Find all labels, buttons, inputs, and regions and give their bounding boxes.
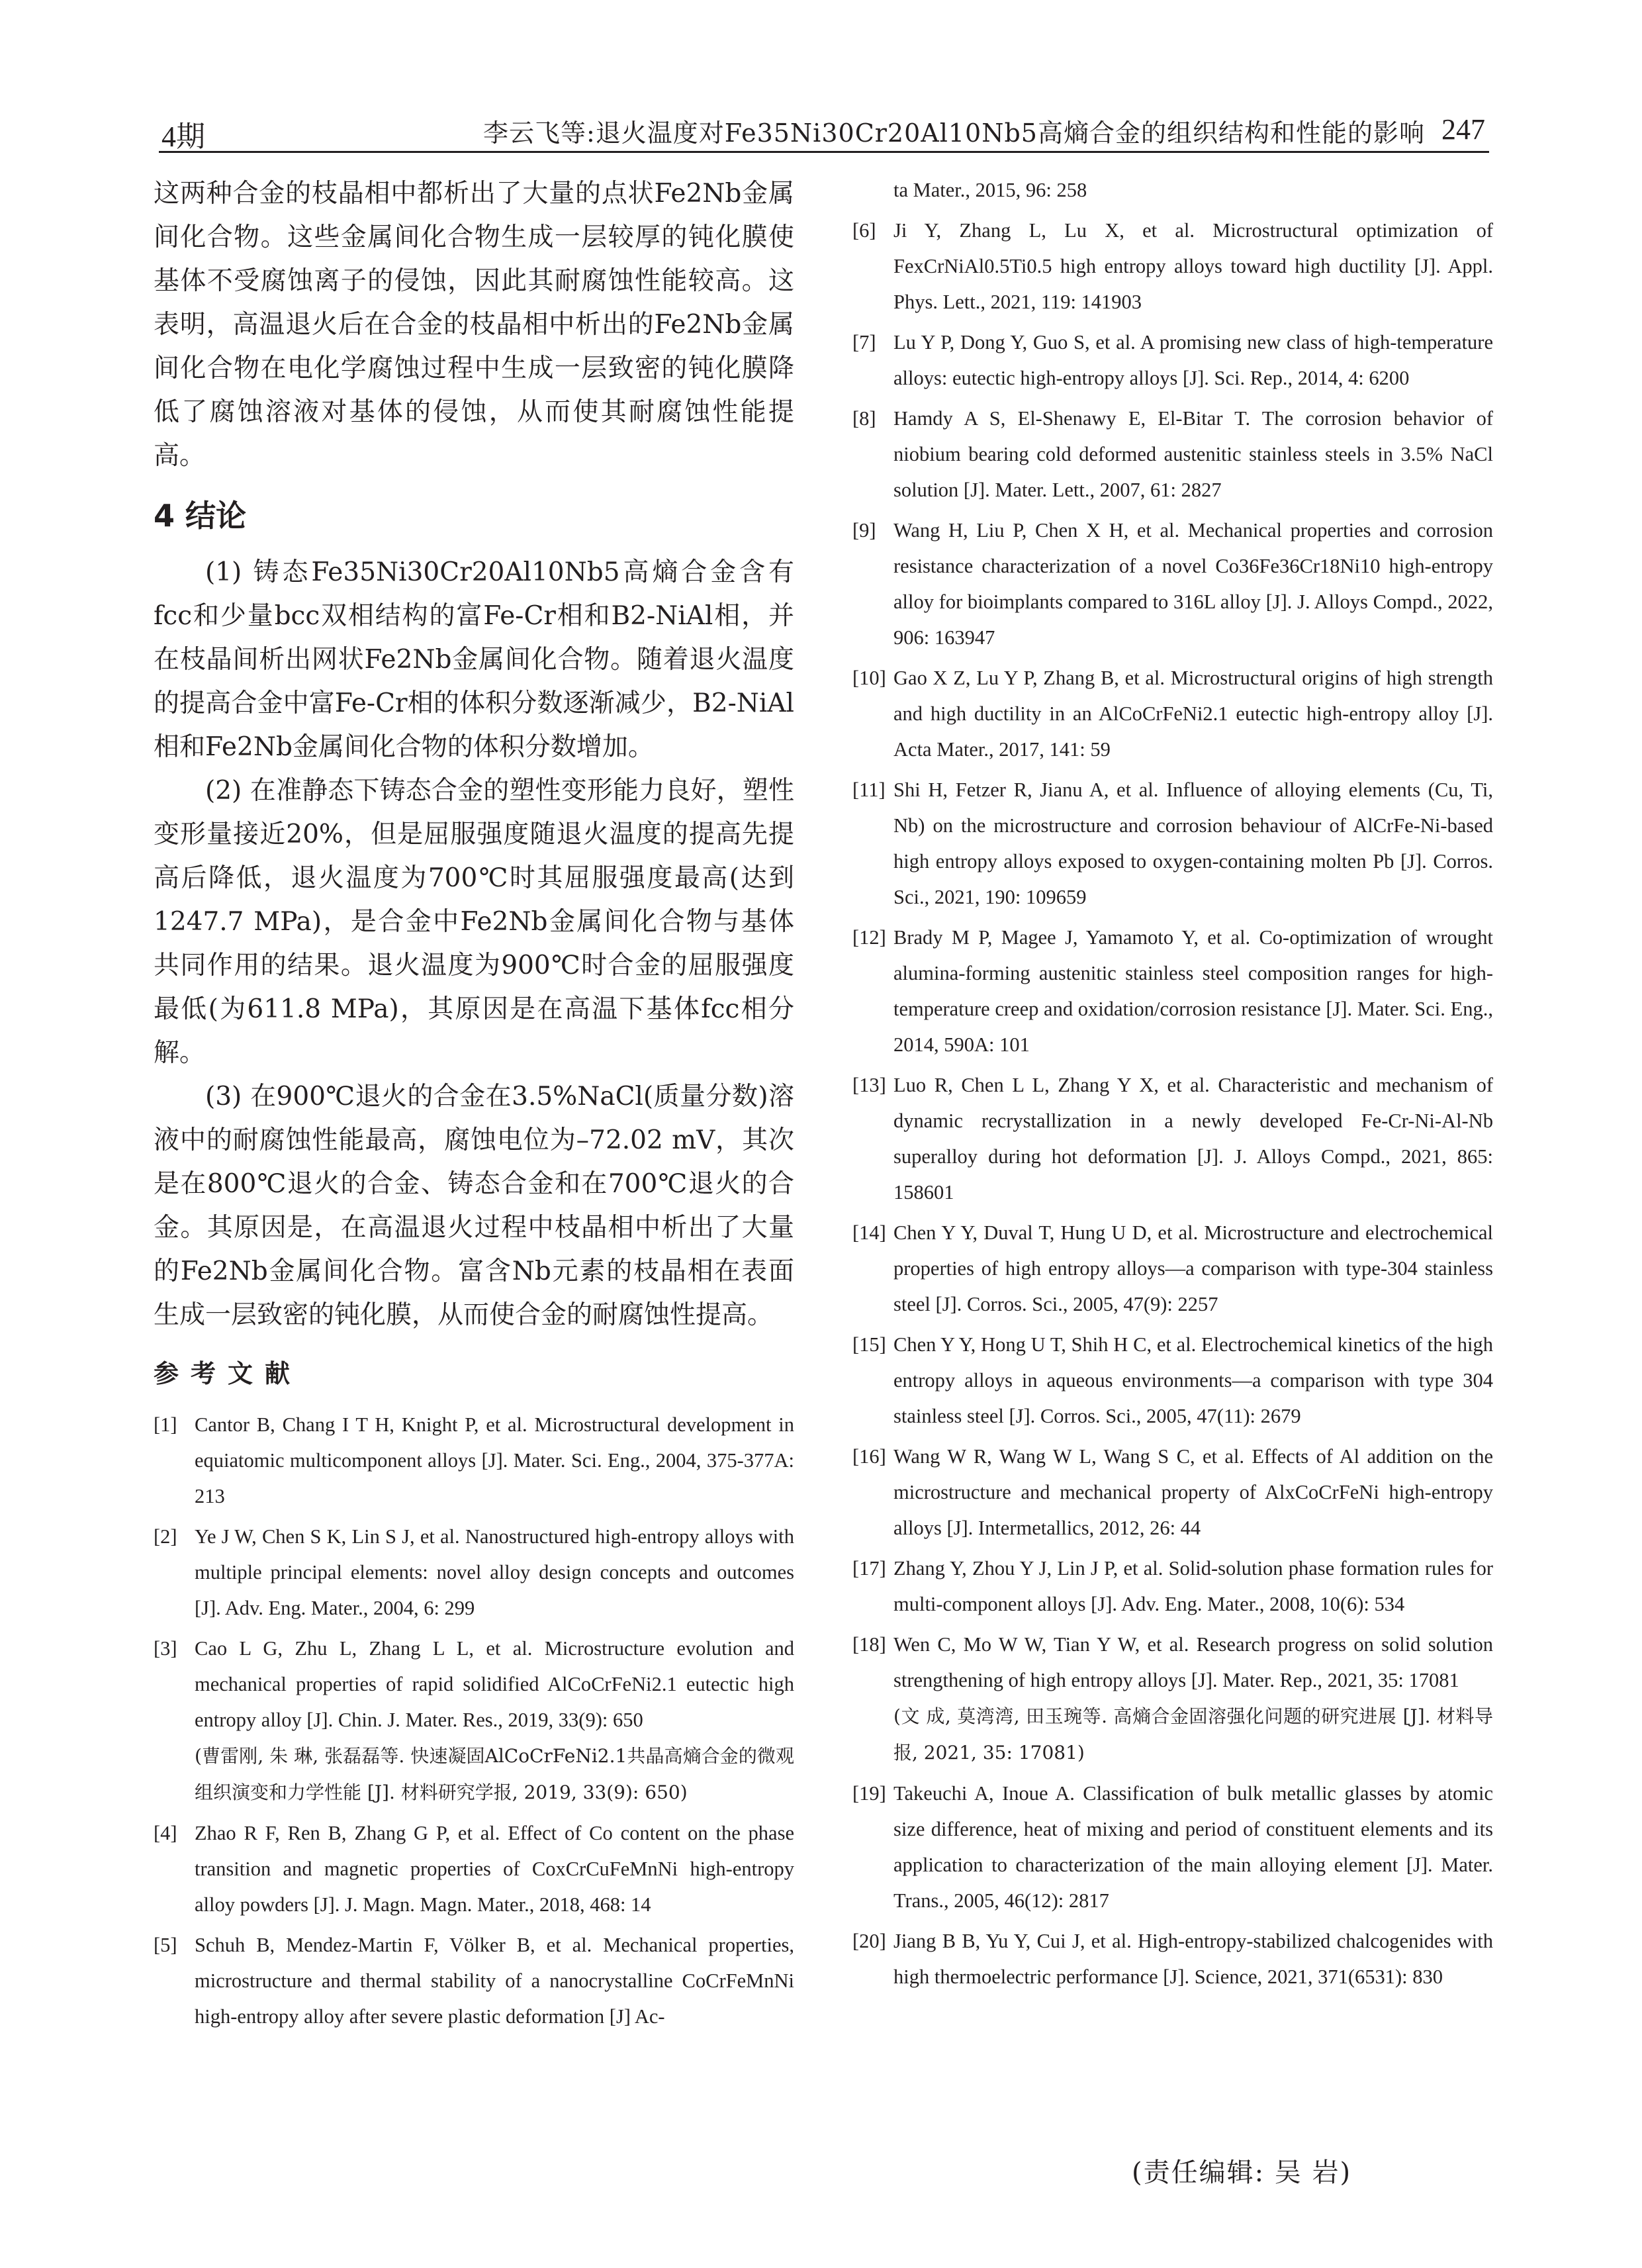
left-column [154,172,794,2039]
reference-item [154,1815,794,1922]
reference-chinese-text: (文 成, 莫湾湾, 田玉琬等. 高熵合金固溶强化问题的研究进展 [J]. 材料导报, 2021, 35: 17081) [893,1705,1493,1764]
reference-text: Lu Y P, Dong Y, Guo S, et al. A promising new class of high-temperature alloys: eutectic high-entropy alloys [J]. Sci. Rep., 2014, 4: 6200 [893,331,1493,389]
reference-item [154,1519,794,1626]
reference-text: Chen Y Y, Hong U T, Shih H C, et al. Electrochemical kinetics of the high entropy alloys in aqueous environments—a comparison with type 304 stainless steel [J]. Corros. Sci., 2005, 47(11): 2679 [893,1333,1493,1427]
reference-number: [3] [154,1637,177,1660]
reference-text: ta Mater., 2015, 96: 258 [893,179,1087,201]
reference-text: Wen C, Mo W W, Tian Y W, et al. Research progress on solid solution strengthening of high entropy alloys [J]. Mater. Rep., 2021, 35: 17081 [893,1633,1493,1691]
reference-number: [2] [154,1525,177,1548]
reference-text: Jiang B B, Yu Y, Cui J, et al. High-entropy-stabilized chalcogenides with high thermoelectric performance [J]. Science, 2021, 371(6531): 830 [893,1930,1493,1988]
reference-item [852,1215,1493,1322]
reference-continuation [852,172,1493,208]
reference-number: [19] [852,1782,886,1805]
issue-number: 4期 [161,120,205,153]
reference-number: [9] [852,519,876,542]
reference-text: Schuh B, Mendez-Martin F, Völker B, et al. Mechanical properties, microstructure and thermal stability of a nanocrystalline CoCrFeMnNi high-entropy alloy after severe plastic deformation [J] Ac- [195,1934,794,2028]
reference-text: Cao L G, Zhu L, Zhang L L, et al. Microstructure evolution and mechanical properties of rapid solidified AlCoCrFeNi2.1 eutectic high entropy alloy [J]. Chin. J. Mater. Res., 2019, 33(9): 650 [195,1637,794,1731]
reference-number: [7] [852,331,876,354]
reference-number: [18] [852,1633,886,1656]
references-heading: 参考文献 [154,1359,302,1388]
reference-item [852,324,1493,396]
reference-number: [12] [852,926,886,949]
page-number: 247 [1441,113,1485,146]
reference-text: Zhao R F, Ren B, Zhang G P, et al. Effect of Co content on the phase transition and magnetic properties of CoxCrCuFeMnNi high-entropy alloy powders [J]. J. Magn. Magn. Mater., 2018, 468: 14 [195,1822,794,1916]
reference-chinese-text: (曹雷刚, 朱 琳, 张磊磊等. 快速凝固AlCoCrFeNi2.1共晶高熵合金的微观组织演变和力学性能 [J]. 材料研究学报, 2019, 33(9): 650) [195,1745,794,1803]
reference-number: [14] [852,1221,886,1244]
article-running-title: 李云飞等:退火温度对Fe35Ni30Cr20Al10Nb5高熵合金的组织结构和性能的影响 [483,118,1425,148]
reference-text: Brady M P, Magee J, Yamamoto Y, et al. Co-optimization of wrought alumina-forming austenitic stainless steel composition ranges for high-temperature creep and oxidation/corrosion resistance [J]. Mater. Sci. Eng., 2014, 590A: 101 [893,926,1493,1056]
reference-number: [20] [852,1930,886,1952]
reference-item [852,1627,1493,1771]
reference-item [154,1927,794,2034]
conclusion-paragraph-2: (2) 在准静态下铸态合金的塑性变形能力良好，塑性变形量接近20%，但是屈服强度随退火温度的提高先提高后降低，退火温度为700℃时其屈服强度最高(达到1247.7 MPa)，是合金中Fe2Nb金属间化合物与基体共同作用的结果。退火温度为900℃时合金的屈服强度最低(为611.8 MPa)，其原因是在高温下基体fcc相分解。 [154,776,794,1068]
reference-text: Hamdy A S, El-Shenawy E, El-Bitar T. The corrosion behavior of niobium bearing cold deformed austenitic stainless steels in 3.5% NaCl solution [J]. Mater. Lett., 2007, 61: 2827 [893,407,1493,501]
reference-item [852,401,1493,508]
reference-text: Ji Y, Zhang L, Lu X, et al. Microstructural optimization of FexCrNiAl0.5Ti0.5 high entropy alloys toward high ductility [J]. Appl. Phys. Lett., 2021, 119: 141903 [893,219,1493,313]
reference-number: [17] [852,1557,886,1580]
reference-text: Shi H, Fetzer R, Jianu A, et al. Influence of alloying elements (Cu, Ti, Nb) on the microstructure and corrosion behaviour of AlCrFe-Ni-based high entropy alloys exposed to oxygen-containing molten Pb [J]. Corros. Sci., 2021, 190: 109659 [893,779,1493,908]
reference-text: Ye J W, Chen S K, Lin S J, et al. Nanostructured high-entropy alloys with multiple principal elements: novel alloy design concepts and outcomes [J]. Adv. Eng. Mater., 2004, 6: 299 [195,1525,794,1619]
reference-number: [16] [852,1445,886,1468]
reference-text: Gao X Z, Lu Y P, Zhang B, et al. Microstructural origins of high strength and high ductility in an AlCoCrFeNi2.1 eutectic high-entropy alloy [J]. Acta Mater., 2017, 141: 59 [893,667,1493,761]
reference-item [852,213,1493,320]
reference-item [852,1327,1493,1434]
reference-number: [5] [154,1934,177,1956]
conclusion-paragraph-1: (1) 铸态Fe35Ni30Cr20Al10Nb5高熵合金含有fcc和少量bcc双相结构的富Fe-Cr相和B2-NiAl相，并在枝晶间析出网状Fe2Nb金属间化合物。随着退火温度的提高合金中富Fe-Cr相的体积分数逐渐减少，B2-NiAl相和Fe2Nb金属间化合物的体积分数增加。 [154,557,794,762]
reference-number: [15] [852,1333,886,1356]
reference-item [852,1550,1493,1622]
reference-item [852,772,1493,915]
reference-text: Takeuchi A, Inoue A. Classification of bulk metallic glasses by atomic size difference, heat of mixing and period of constituent elements and its application to characterization of the main alloying element [J]. Mater. Trans., 2005, 46(12): 2817 [893,1782,1493,1912]
running-header [159,105,1489,153]
reference-text: Luo R, Chen L L, Zhang Y X, et al. Characteristic and mechanism of dynamic recrystallization in a newly developed Fe-Cr-Ni-Al-Nb superalloy during hot deformation [J]. J. Alloys Compd., 2021, 865: 158601 [893,1074,1493,1204]
reference-text: Cantor B, Chang I T H, Knight P, et al. Microstructural development in equiatomic multicomponent alloys [J]. Mater. Sci. Eng., 2004, 375-377A: 213 [195,1413,794,1507]
reference-item [852,920,1493,1063]
reference-item [154,1630,794,1811]
reference-item [852,1067,1493,1210]
responsible-editor: (责任编辑: 吴 岩) [1132,2157,1352,2188]
reference-item [852,1775,1493,1918]
reference-item [852,1439,1493,1546]
reference-item [852,1923,1493,1995]
reference-number: [11] [852,779,886,801]
reference-number: [10] [852,667,886,689]
reference-item [154,1407,794,1514]
section-heading-conclusion: 4 结论 [154,498,247,534]
reference-number: [8] [852,407,876,430]
reference-number: [13] [852,1074,886,1096]
conclusion-paragraph-3: (3) 在900℃退火的合金在3.5%NaCl(质量分数)溶液中的耐腐蚀性能最高，腐蚀电位为–72.02 mV，其次是在800℃退火的合金、铸态合金和在700℃退火的合金。其原因是，在高温退火过程中枝晶相中析出了大量的Fe2Nb金属间化合物。富含Nb元素的枝晶相在表面生成一层致密的钝化膜，从而使合金的耐腐蚀性提高。 [154,1082,794,1330]
right-column [852,172,1493,1999]
reference-item [852,512,1493,655]
reference-text: Wang W R, Wang W L, Wang S C, et al. Effects of Al addition on the microstructure and mechanical property of AlxCoCrFeNi high-entropy alloys [J]. Intermetallics, 2012, 26: 44 [893,1445,1493,1539]
reference-number: [4] [154,1822,177,1844]
reference-number: [1] [154,1413,177,1436]
reference-text: Chen Y Y, Duval T, Hung U D, et al. Microstructure and electrochemical properties of high entropy alloys—a comparison with type-304 stainless steel [J]. Corros. Sci., 2005, 47(9): 2257 [893,1221,1493,1315]
reference-text: Zhang Y, Zhou Y J, Lin J P, et al. Solid-solution phase formation rules for multi-component alloys [J]. Adv. Eng. Mater., 2008, 10(6): 534 [893,1557,1493,1615]
reference-item [852,660,1493,767]
reference-number: [6] [852,219,876,242]
intro-paragraph: 这两种合金的枝晶相中都析出了大量的点状Fe2Nb金属间化合物。这些金属间化合物生成一层较厚的钝化膜使基体不受腐蚀离子的侵蚀，因此其耐腐蚀性能较高。这表明，高温退火后在合金的枝晶相中析出的Fe2Nb金属间化合物在电化学腐蚀过程中生成一层致密的钝化膜降低了腐蚀溶液对基体的侵蚀，从而使其耐腐蚀性能提高。 [154,179,794,471]
reference-text: Wang H, Liu P, Chen X H, et al. Mechanical properties and corrosion resistance characterization of a novel Co36Fe36Cr18Ni10 high-entropy alloy for bioimplants compared to 316L alloy [J]. J. Alloys Compd., 2022, 906: 163947 [893,519,1493,649]
